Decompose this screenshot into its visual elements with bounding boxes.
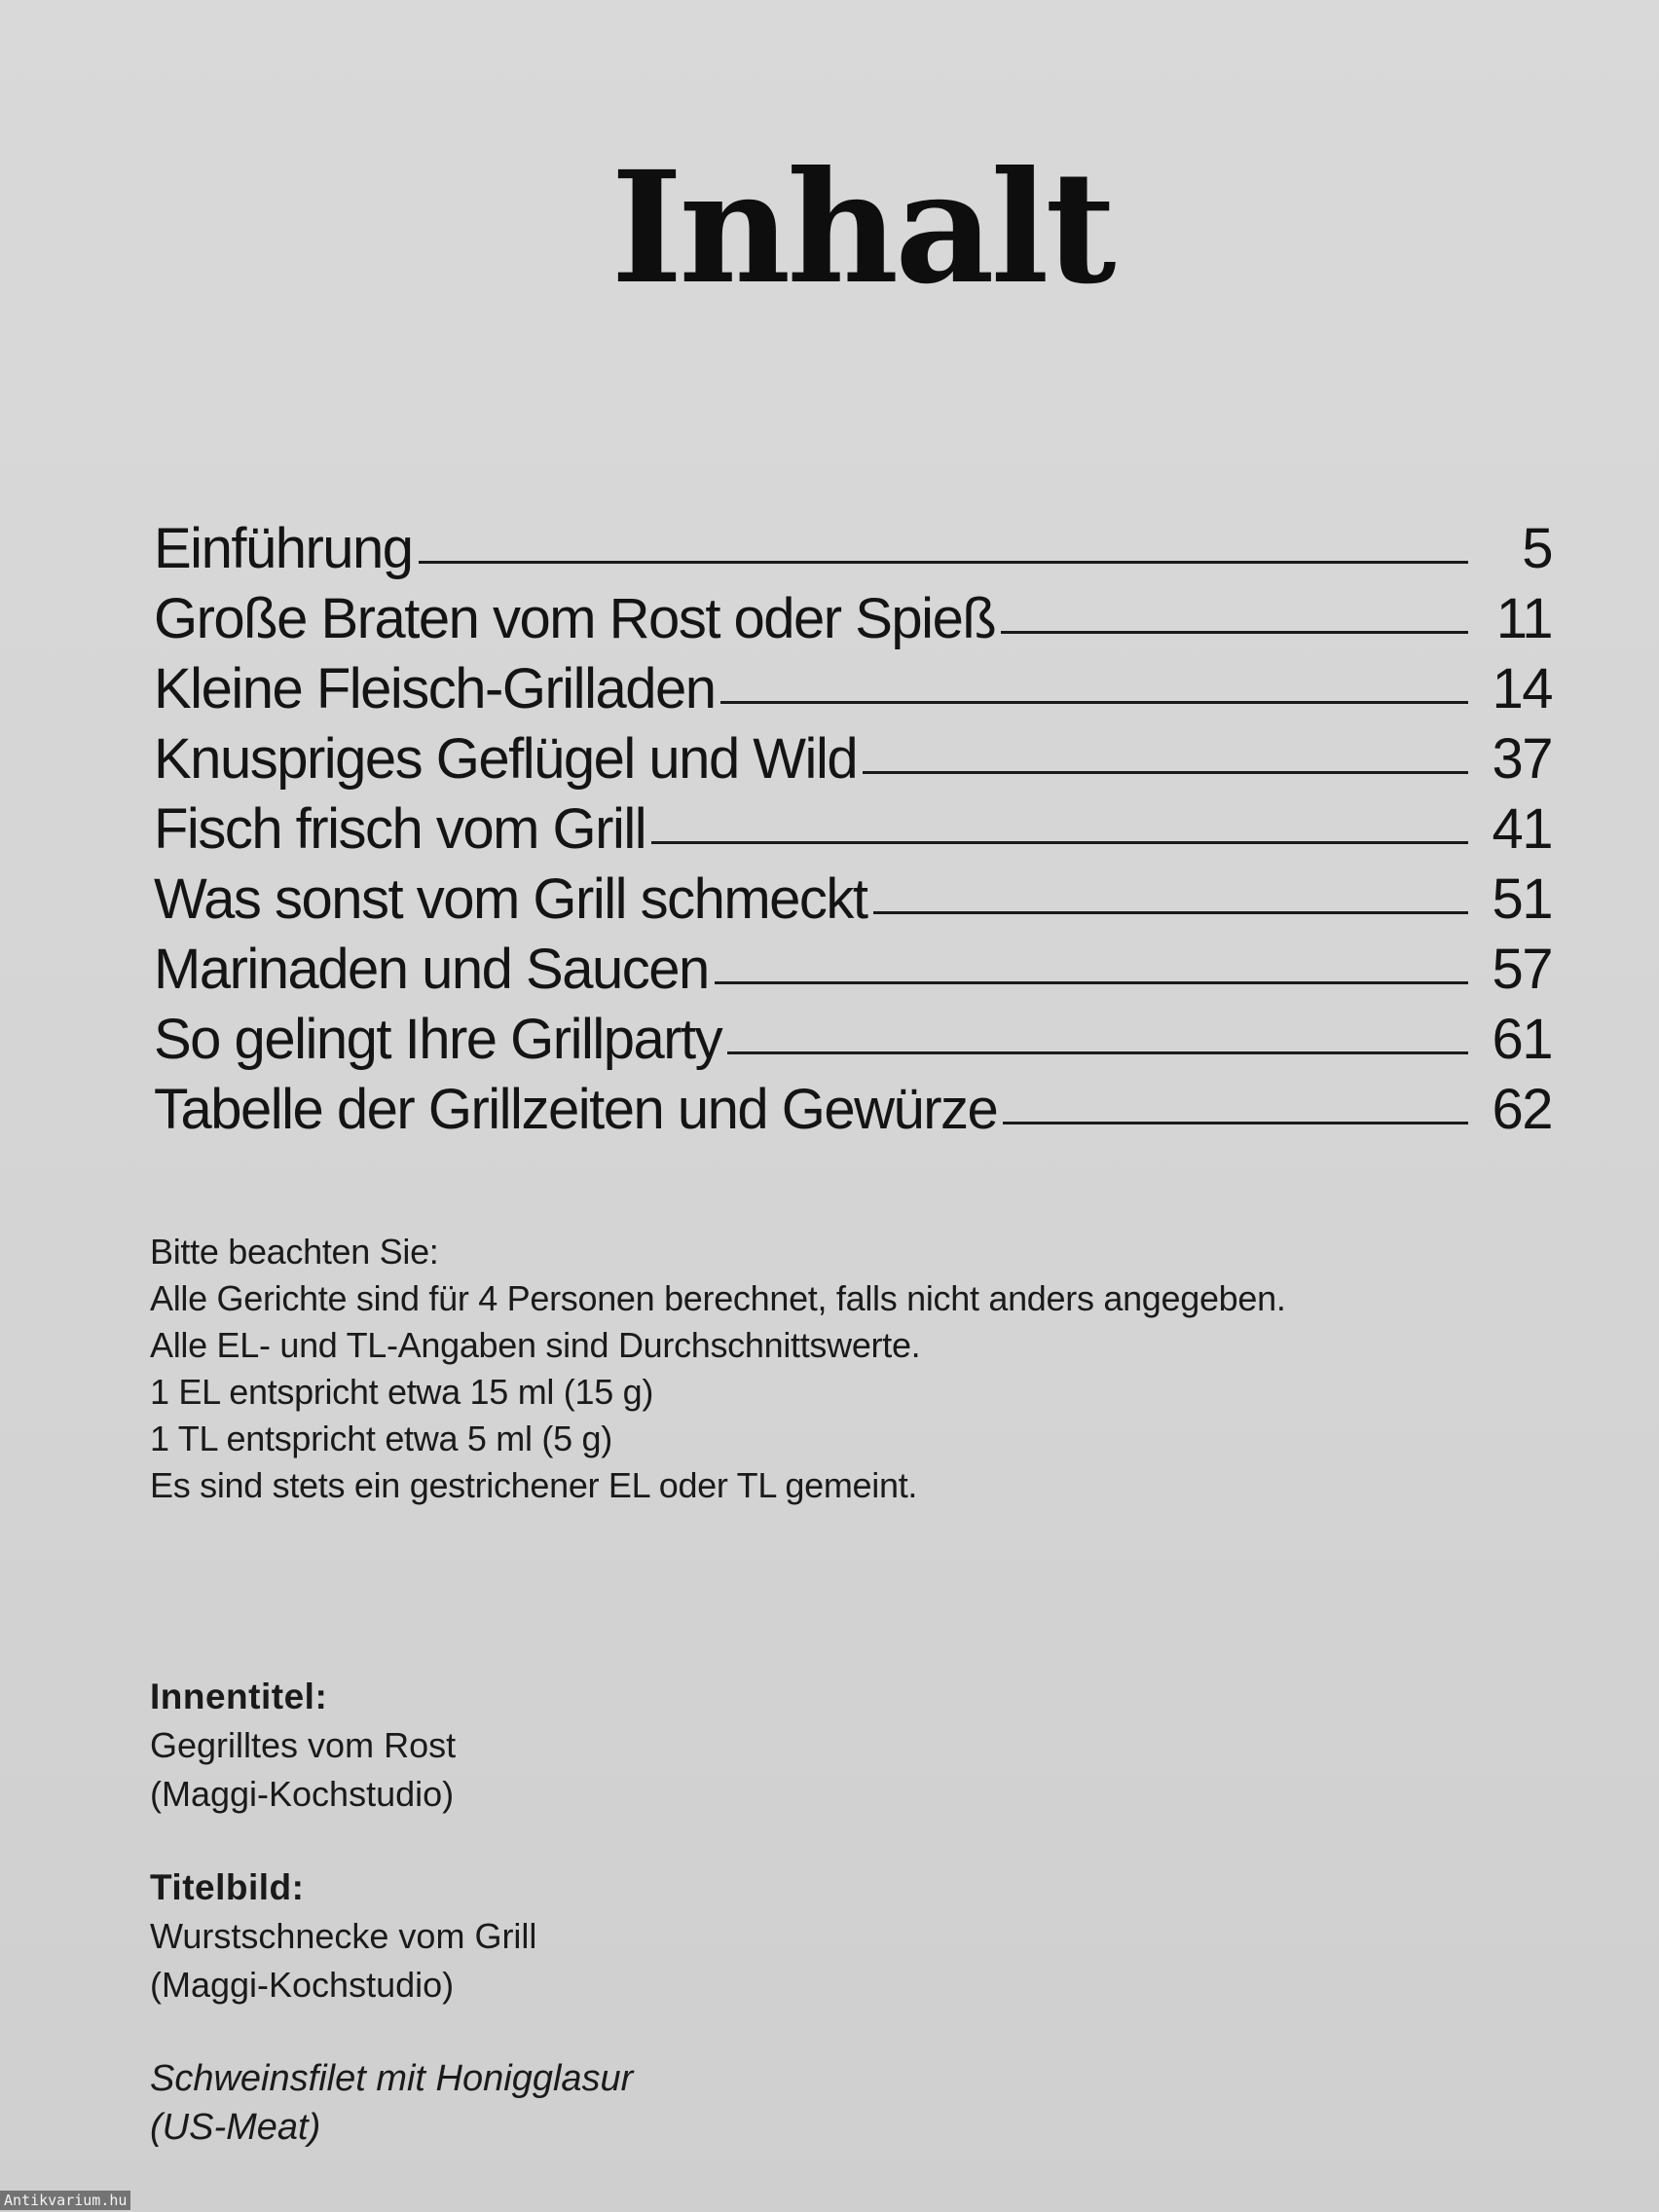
toc-entry-page: 51 xyxy=(1492,867,1552,931)
notes-line: 1 TL entspricht etwa 5 ml (5 g) xyxy=(150,1419,612,1458)
toc-leader-line xyxy=(727,1051,1468,1054)
credit-innentitel xyxy=(150,1673,633,1819)
notes-block xyxy=(150,1229,1286,1509)
notes-line: Alle EL- und TL-Angaben sind Durchschnittswerte. xyxy=(150,1325,921,1365)
credit-titelbild xyxy=(150,1863,633,2009)
toc-entry-page: 14 xyxy=(1492,657,1552,720)
toc-entry xyxy=(154,1077,1552,1147)
toc-leader-line xyxy=(419,561,1468,564)
toc-leader-line xyxy=(1003,1122,1468,1124)
toc-entry xyxy=(154,937,1552,1007)
toc-entry xyxy=(154,516,1552,586)
toc-leader-line xyxy=(863,771,1468,774)
page-title: Inhalt xyxy=(610,137,1113,318)
toc-entry-page: 5 xyxy=(1522,517,1552,580)
table-of-contents xyxy=(154,516,1552,1147)
toc-entry-page: 62 xyxy=(1492,1078,1552,1141)
toc-leader-line xyxy=(651,841,1468,844)
toc-entry-label: Einführung xyxy=(154,517,413,580)
toc-entry-page: 37 xyxy=(1492,727,1552,791)
toc-entry-page: 57 xyxy=(1492,938,1552,1001)
toc-entry xyxy=(154,726,1552,796)
credit-line: (Maggi-Kochstudio) xyxy=(150,1965,455,2005)
watermark: Antikvarium.hu xyxy=(0,2191,130,2210)
toc-entry-page: 61 xyxy=(1492,1008,1552,1071)
toc-leader-line xyxy=(873,911,1468,914)
credit-line: Wurstschnecke vom Grill xyxy=(150,1916,537,1956)
toc-entry-label: Große Braten vom Rost oder Spieß xyxy=(154,587,996,650)
toc-entry-label: Tabelle der Grillzeiten und Gewürze xyxy=(154,1078,998,1141)
toc-entry xyxy=(154,866,1552,937)
credit-line: Schweinsfilet mit Honigglasur xyxy=(150,2058,634,2099)
toc-leader-line xyxy=(1001,631,1468,634)
toc-entry-label: Marinaden und Saucen xyxy=(154,938,709,1001)
toc-leader-line xyxy=(715,981,1468,984)
toc-leader-line xyxy=(720,701,1468,704)
toc-entry-page: 11 xyxy=(1495,587,1552,650)
credit-extra xyxy=(150,2054,633,2152)
toc-entry xyxy=(154,586,1552,656)
toc-entry-label: Was sonst vom Grill schmeckt xyxy=(154,867,867,931)
credit-heading: Titelbild: xyxy=(150,1867,305,1907)
photo-credits xyxy=(150,1673,633,2196)
notes-line: 1 EL entspricht etwa 15 ml (15 g) xyxy=(150,1372,654,1412)
toc-entry-label: Kleine Fleisch-Grilladen xyxy=(154,657,716,720)
credit-line: Gegrilltes vom Rost xyxy=(150,1725,457,1765)
toc-entry-label: So gelingt Ihre Grillparty xyxy=(154,1008,722,1071)
toc-entry xyxy=(154,656,1552,726)
notes-line: Es sind stets ein gestrichener EL oder TL gemeint. xyxy=(150,1465,918,1505)
toc-entry xyxy=(154,796,1552,866)
toc-entry xyxy=(154,1007,1552,1077)
credit-line: (US-Meat) xyxy=(150,2107,321,2148)
toc-entry-page: 41 xyxy=(1492,797,1552,861)
notes-line: Alle Gerichte sind für 4 Personen berechnet, falls nicht anders angegeben. xyxy=(150,1278,1286,1318)
credit-heading: Innentitel: xyxy=(150,1677,328,1716)
credit-line: (Maggi-Kochstudio) xyxy=(150,1774,455,1814)
notes-heading: Bitte beachten Sie: xyxy=(150,1232,439,1272)
toc-entry-label: Fisch frisch vom Grill xyxy=(154,797,646,861)
toc-entry-label: Knuspriges Geflügel und Wild xyxy=(154,727,858,791)
